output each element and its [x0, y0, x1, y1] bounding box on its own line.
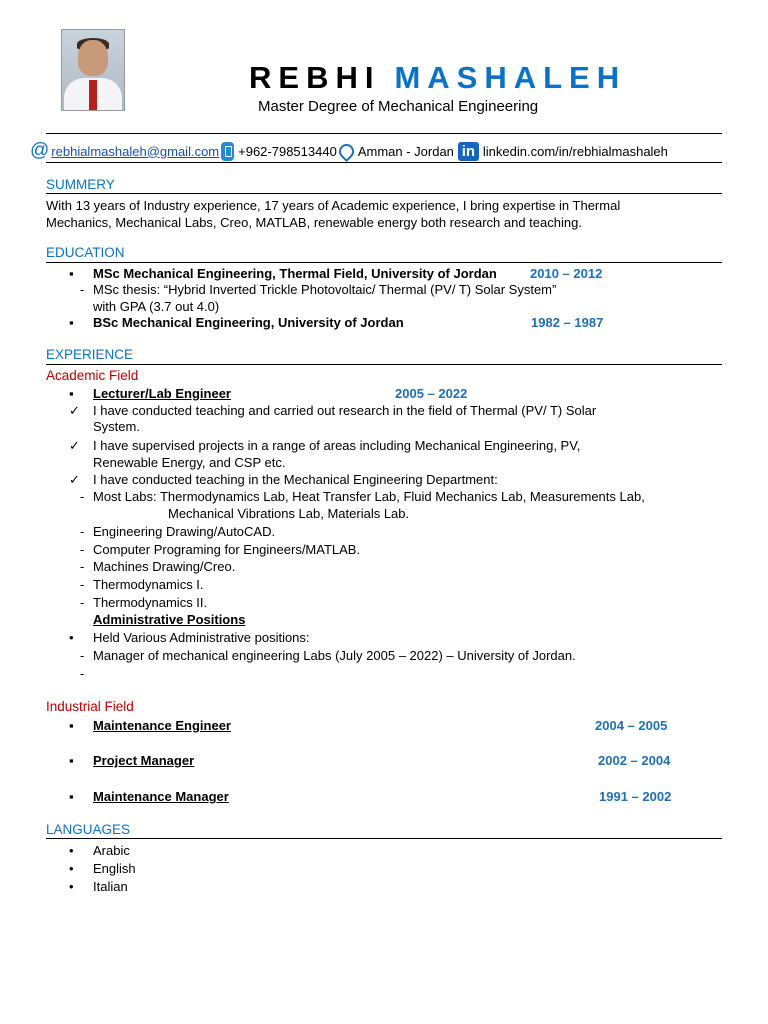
subtitle: Master Degree of Mechanical Engineering — [258, 98, 539, 115]
divider — [46, 133, 722, 134]
location-pin-icon — [336, 140, 357, 161]
dash-marker: - — [80, 666, 85, 681]
language-item: Arabic — [93, 843, 130, 858]
contact-line — [30, 140, 668, 162]
dash-marker: - — [80, 648, 85, 663]
phone-icon — [221, 142, 234, 161]
dash-marker: - — [80, 524, 85, 539]
industrial-field-heading: Industrial Field — [46, 699, 134, 714]
duty-3: I have conducted teaching in the Mechanical Engineering Department: — [93, 472, 498, 487]
admin-positions-heading: Administrative Positions — [93, 612, 246, 627]
bsc-years: 1982 – 1987 — [531, 315, 604, 330]
job-2-title: Project Manager — [93, 753, 195, 768]
location-text: Amman - Jordan — [357, 143, 454, 159]
divider — [46, 162, 722, 163]
check-icon: ✓ — [69, 438, 80, 453]
admin-2: Manager of mechanical engineering Labs (July 2005 – 2022) – University of Jordan. — [93, 648, 576, 663]
academic-field-heading: Academic Field — [46, 368, 139, 383]
summary-text-1: With 13 years of Industry experience, 17 years of Academic experience, I bring expertise in Thermal — [46, 198, 621, 213]
languages-heading: LANGUAGES — [46, 822, 131, 837]
dash-marker: - — [80, 489, 85, 504]
check-icon: ✓ — [69, 403, 80, 418]
msc-thesis: MSc thesis: “Hybrid Inverted Trickle Photovoltaic/ Thermal (PV/ T) Solar System” — [93, 282, 557, 297]
bullet-marker: ▪ — [69, 386, 74, 401]
bullet-marker: ▪ — [69, 718, 74, 733]
summary-heading: SUMMERY — [46, 177, 115, 192]
bullet-marker: • — [69, 843, 74, 858]
phone-number: +962-798513440 — [238, 143, 337, 159]
job-3-title: Maintenance Manager — [93, 789, 229, 804]
msc-degree: MSc Mechanical Engineering, Thermal Field, University of Jordan — [93, 266, 497, 281]
summary-text-2: Mechanics, Mechanical Labs, Creo, MATLAB, renewable energy both research and teaching. — [46, 215, 582, 230]
last-name: MASHALEH — [394, 60, 627, 95]
language-item: Italian — [93, 879, 128, 894]
msc-years: 2010 – 2012 — [530, 266, 603, 281]
dash-marker: - — [80, 282, 85, 297]
bsc-degree: BSc Mechanical Engineering, University of Jordan — [93, 315, 404, 330]
bullet-marker: ▪ — [69, 789, 74, 804]
job-3-years: 1991 – 2002 — [599, 789, 672, 804]
divider — [46, 838, 722, 839]
dash-marker: - — [80, 595, 85, 610]
first-name: REBHI — [249, 60, 381, 95]
lecturer-years: 2005 – 2022 — [395, 386, 468, 401]
duty-2a: I have supervised projects in a range of areas including Mechanical Engineering, PV, — [93, 438, 581, 453]
bullet-marker: ▪ — [69, 266, 74, 281]
divider — [46, 364, 722, 365]
education-heading: EDUCATION — [46, 245, 125, 260]
bullet-marker: ▪ — [69, 315, 74, 330]
divider — [46, 193, 722, 194]
at-icon: @ — [30, 140, 50, 161]
bullet-marker: • — [69, 630, 74, 645]
course-3: Machines Drawing/Creo. — [93, 559, 236, 574]
language-item: English — [93, 861, 136, 876]
dash-marker: - — [80, 577, 85, 592]
dash-marker: - — [80, 559, 85, 574]
course-5: Thermodynamics II. — [93, 595, 208, 610]
job-2-years: 2002 – 2004 — [598, 753, 671, 768]
check-icon: ✓ — [69, 472, 80, 487]
full-name — [249, 60, 626, 96]
msc-gpa: with GPA (3.7 out 4.0) — [93, 299, 220, 314]
bullet-marker: ▪ — [69, 753, 74, 768]
divider — [46, 262, 722, 263]
job-1-title: Maintenance Engineer — [93, 718, 231, 733]
duty-1a: I have conducted teaching and carried out research in the field of Thermal (PV/ T) Solar — [93, 403, 597, 418]
lecturer-title: Lecturer/Lab Engineer — [93, 386, 231, 401]
linkedin-link[interactable]: linkedin.com/in/rebhialmashaleh — [482, 143, 668, 159]
duty-2b: Renewable Energy, and CSP etc. — [93, 455, 286, 470]
linkedin-icon: in — [458, 142, 479, 161]
bullet-marker: • — [69, 861, 74, 876]
labs-list-2: Mechanical Vibrations Lab, Materials Lab. — [168, 506, 410, 521]
course-2: Computer Programing for Engineers/MATLAB. — [93, 542, 361, 557]
course-4: Thermodynamics I. — [93, 577, 204, 592]
bullet-marker: • — [69, 879, 74, 894]
admin-1: Held Various Administrative positions: — [93, 630, 310, 645]
dash-marker: - — [80, 542, 85, 557]
experience-heading: EXPERIENCE — [46, 347, 134, 362]
email-link[interactable]: rebhialmashaleh@gmail.com — [51, 143, 220, 159]
job-1-years: 2004 – 2005 — [595, 718, 668, 733]
profile-photo — [61, 29, 125, 111]
labs-list-1: Most Labs: Thermodynamics Lab, Heat Transfer Lab, Fluid Mechanics Lab, Measurements Lab, — [93, 489, 645, 504]
duty-1b: System. — [93, 419, 140, 434]
course-1: Engineering Drawing/AutoCAD. — [93, 524, 276, 539]
